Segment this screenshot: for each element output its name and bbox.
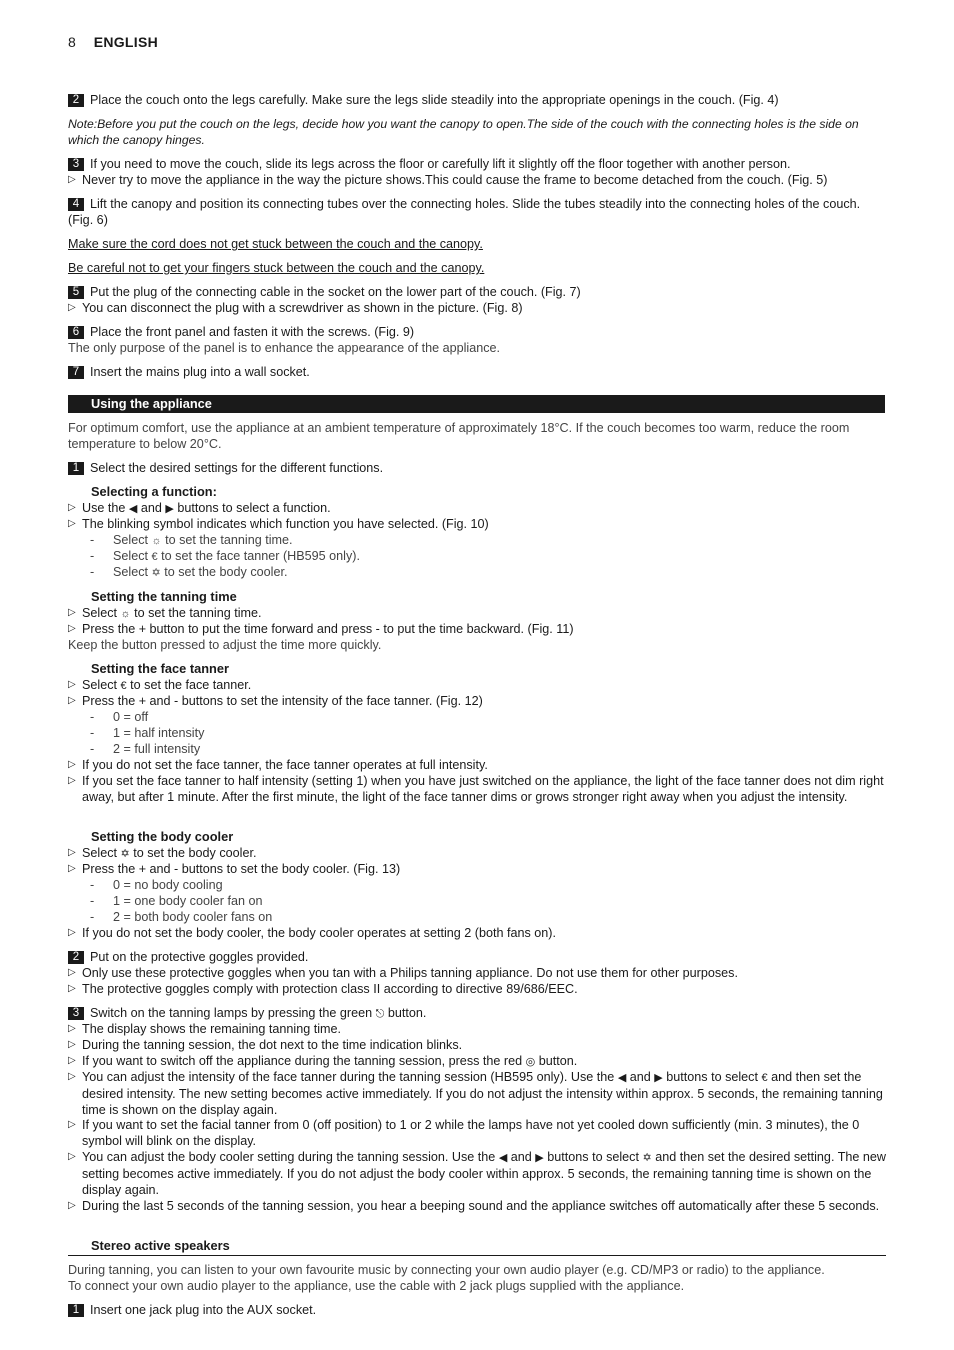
bullet-item [68,845,886,862]
text: 1 = half intensity [113,726,205,740]
step-2-couch [68,92,886,108]
heading-tanning-time: Setting the tanning time [91,589,237,604]
bullet-item [68,621,886,637]
section-rule [68,1255,886,1256]
bullet-item [68,1198,886,1214]
bullet-marker-icon: ▷ [68,1071,76,1082]
text: 2 = both body cooler fans on [113,910,273,924]
dash-item: - 1 = one body cooler fan on [90,894,263,908]
text: button. [387,1006,427,1020]
step-text: Insert one jack plug into the AUX socket. [90,1303,317,1317]
dash-item: - 0 = no body cooling [90,878,223,892]
step-number: 5 [68,286,84,299]
text: 0 = no body cooling [113,878,223,892]
arrow-left-icon: ◀ [128,503,138,515]
text: You can adjust the body cooler setting during the tanning session. Use the [82,1150,496,1164]
heading-stereo: Stereo active speakers [91,1238,230,1253]
text: buttons to select a function. [177,501,331,515]
section-title: Using the appliance [91,396,212,411]
bullet-text: Press the + and - buttons to set the intensity of the face tanner. (Fig. 12) [82,694,483,708]
dash-item: - 2 = full intensity [90,742,201,756]
step-text: Place the couch onto the legs carefully. Make sure the legs slide steadily into the appropriate openings in the couch. (Fig. 4) [90,93,779,107]
section-heading-using [68,395,885,413]
fan-icon: ✡ [120,848,130,860]
text: You can adjust the intensity of the face tanner during the tanning session (HB595 only). Use the [82,1070,615,1084]
bullet-text: If you do not set the face tanner, the face tanner operates at full intensity. [82,758,488,772]
text: and [140,501,162,515]
dash-item: - 2 = both body cooler fans on [90,910,273,924]
caution-cord: Make sure the cord does not get stuck between the couch and the canopy. [68,237,483,251]
step-number: 2 [68,951,84,964]
bullet-text: The display shows the remaining tanning time. [82,1022,342,1036]
bullet-item [68,677,886,694]
text: Use the [82,501,126,515]
text: Select [113,565,149,579]
arrow-right-icon: ▶ [654,1072,663,1084]
bullet-marker-icon: ▷ [68,1151,76,1162]
bullet-item [68,605,886,622]
bullet-marker-icon: ▷ [68,1055,76,1066]
page-header [68,34,158,50]
dash-item: - Select € to set the face tanner (HB595 only). [90,549,360,563]
stereo-step-1 [68,1302,886,1318]
arrow-left-icon: ◀ [617,1072,627,1084]
text: and then set the desired setting. The new setting becomes active immediately. If you do not adjust the body cooler within approx. 5 seconds, the remaining tanning time is shown on the display again. [82,1150,887,1197]
face-tanner-icon: € [120,680,127,692]
bullet-item [68,1117,886,1149]
text: buttons to select [666,1070,758,1084]
bullet-text: If you set the face tanner to half intensity (setting 1) when you have just switched on the appliance, the light of the face tanner does not dim right away, but after 1 minute. After the first minute, the light of the face tanner dims or grows stronger right away when you adjust the intensity. [82,774,884,804]
caution-fingers: Be careful not to get your fingers stuck between the couch and the canopy. [68,261,485,275]
step-6-panel [68,324,886,340]
bullet-item [68,516,886,532]
bullet-text: If you want to set the facial tanner from 0 (off position) to 1 or 2 while the lamps have not yet cooled down sufficiently (min. 3 minutes), the 0 symbol will blink on the display. [82,1118,860,1148]
step-text: Insert the mains plug into a wall socket. [90,365,310,379]
bullet-marker-icon: ▷ [68,518,76,529]
heading-face-tanner: Setting the face tanner [91,661,229,676]
bullet-marker-icon: ▷ [68,983,76,994]
bullet-marker-icon: ▷ [68,967,76,978]
bullet-item [68,172,886,188]
bullet-marker-icon: ▷ [68,927,76,938]
step-7-socket [68,364,886,380]
heading-selecting: Selecting a function: [91,484,217,499]
bullet-item [68,773,886,805]
bullet-item [68,981,886,997]
bullet-text: Press the + and - buttons to set the body cooler. (Fig. 13) [82,862,401,876]
arrow-right-icon: ▶ [165,503,174,515]
step-text: Lift the canopy and position its connecting tubes over the connecting holes. Slide the tubes steadily into the connecting holes of the couch. (Fig. 6) [68,197,861,227]
using-step-3 [68,1005,886,1022]
text: Switch on the tanning lamps by pressing the green [90,1006,373,1020]
text: to set the tanning time. [134,606,262,620]
bullet-item [68,1149,886,1198]
bullet-text: During the tanning session, the dot next to the time indication blinks. [82,1038,463,1052]
bullet-marker-icon: ▷ [68,863,76,874]
bullet-text: Only use these protective goggles when you tan with a Philips tanning appliance. Do not use them for other purposes. [82,966,738,980]
step-number: 1 [68,1304,84,1317]
bullet-marker-icon: ▷ [68,1119,76,1130]
language-label: ENGLISH [93,34,159,50]
bullet-marker-icon: ▷ [68,759,76,770]
bullet-item [68,300,886,316]
bullet-marker-icon: ▷ [68,174,76,185]
fan-icon: ✡ [151,567,161,579]
bullet-item [68,965,886,981]
text: and [629,1070,651,1084]
step-number: 3 [68,1007,84,1020]
bullet-item [68,1037,886,1053]
bullet-text: You can disconnect the plug with a screwdriver as shown in the picture. (Fig. 8) [82,301,523,315]
dash-item: - 0 = off [90,710,149,724]
bullet-item [68,861,886,877]
step-text: Place the front panel and fasten it with the screws. (Fig. 9) [90,325,415,339]
bullet-item [68,757,886,773]
step-number: 3 [68,158,84,171]
step-number: 2 [68,94,84,107]
bullet-marker-icon: ▷ [68,775,76,786]
bullet-marker-icon: ▷ [68,502,76,513]
step-text: If you need to move the couch, slide its legs across the floor or carefully lift it slightly off the floor together with another person. [90,157,791,171]
text: and then set the desired intensity. The new setting becomes active immediately. If you do not adjust the intensity within approx. 5 seconds, the remaining tanning time is shown on the display again. [82,1070,883,1117]
bullet-marker-icon: ▷ [68,1200,76,1211]
step-3-move [68,156,886,172]
text: 0 = off [113,710,149,724]
text: 2 = full intensity [113,742,201,756]
bullet-text: The blinking symbol indicates which function you have selected. (Fig. 10) [82,517,489,531]
bullet-marker-icon: ▷ [68,695,76,706]
bullet-item [68,693,886,709]
bullet-item [68,500,886,517]
text: to set the tanning time. [165,533,293,547]
face-tanner-icon: € [151,551,158,563]
bullet-marker-icon: ▷ [68,607,76,618]
using-step-1 [68,460,886,476]
step-number: 6 [68,326,84,339]
sun-icon: ☼ [151,535,162,547]
using-step-2 [68,949,886,965]
step-text: Put on the protective goggles provided. [90,950,309,964]
dash-item: - Select ☼ to set the tanning time. [90,533,293,547]
bullet-item [68,1053,886,1070]
bullet-text: If you do not set the body cooler, the body cooler operates at setting 2 (both fans on). [82,926,556,940]
bullet-item [68,1021,886,1037]
text: button. [538,1054,578,1068]
arrow-left-icon: ◀ [498,1152,508,1164]
heading-body-cooler: Setting the body cooler [91,829,234,844]
fan-icon: ✡ [642,1152,652,1164]
text: Select [113,533,149,547]
power-icon: ⎋ [375,1008,385,1020]
arrow-right-icon: ▶ [535,1152,544,1164]
stereo-paragraph-1: During tanning, you can listen to your own favourite music by connecting your own audio player (e.g. CD/MP3 or radio) to the appliance. [68,1263,825,1277]
text: to set the body cooler. [164,565,288,579]
text: 1 = one body cooler fan on [113,894,263,908]
tanning-note: Keep the button pressed to adjust the time more quickly. [68,638,382,652]
dash-item: - Select ✡ to set the body cooler. [90,565,288,579]
face-tanner-icon: € [761,1072,768,1084]
page-number: 8 [68,34,76,50]
step-number: 7 [68,366,84,379]
using-intro: For optimum comfort, use the appliance at an ambient temperature of approximately 18°C. If the couch becomes too warm, reduce the room temperature to below 20°C. [68,421,850,451]
bullet-item [68,1069,886,1118]
bullet-text: During the last 5 seconds of the tanning session, you hear a beeping sound and the appliance switches off automatically after these 5 seconds. [82,1199,880,1213]
step-4-canopy [68,196,886,228]
text: to set the body cooler. [133,846,257,860]
text: Select [82,606,118,620]
text: Select [82,678,118,692]
bullet-marker-icon: ▷ [68,679,76,690]
power-icon: ◎ [525,1056,536,1068]
step-number: 4 [68,198,84,211]
bullet-item [68,925,886,941]
bullet-marker-icon: ▷ [68,1023,76,1034]
step-number: 1 [68,462,84,475]
dash-item: - 1 = half intensity [90,726,205,740]
text: to set the face tanner (HB595 only). [161,549,360,563]
panel-note: The only purpose of the panel is to enhance the appearance of the appliance. [68,341,501,355]
bullet-marker-icon: ▷ [68,1039,76,1050]
bullet-text: Never try to move the appliance in the way the picture shows.This could cause the frame to become detached from the couch. (Fig. 5) [82,173,828,187]
text: Select [113,549,149,563]
text: and [510,1150,532,1164]
text: If you want to switch off the appliance during the tanning session, press the red [82,1054,523,1068]
step-text: Put the plug of the connecting cable in the socket on the lower part of the couch. (Fig. 7) [90,285,581,299]
text: buttons to select [547,1150,639,1164]
stereo-paragraph-2: To connect your own audio player to the appliance, use the cable with 2 jack plugs supplied with the appliance. [68,1279,685,1293]
bullet-marker-icon: ▷ [68,623,76,634]
bullet-text: Press the + button to put the time forward and press - to put the time backward. (Fig. 11) [82,622,574,636]
step-text: Select the desired settings for the different functions. [90,461,384,475]
step-5-plug [68,284,886,300]
bullet-marker-icon: ▷ [68,847,76,858]
text: Select [82,846,118,860]
note-canopy: Note:Before you put the couch on the legs, decide how you want the canopy to open.The side of the couch with the connecting holes is the side on which the canopy hinges. [68,117,859,147]
bullet-text: The protective goggles comply with protection class II according to directive 89/686/EEC. [82,982,578,996]
sun-icon: ☼ [120,608,131,620]
bullet-marker-icon: ▷ [68,302,76,313]
text: to set the face tanner. [130,678,252,692]
